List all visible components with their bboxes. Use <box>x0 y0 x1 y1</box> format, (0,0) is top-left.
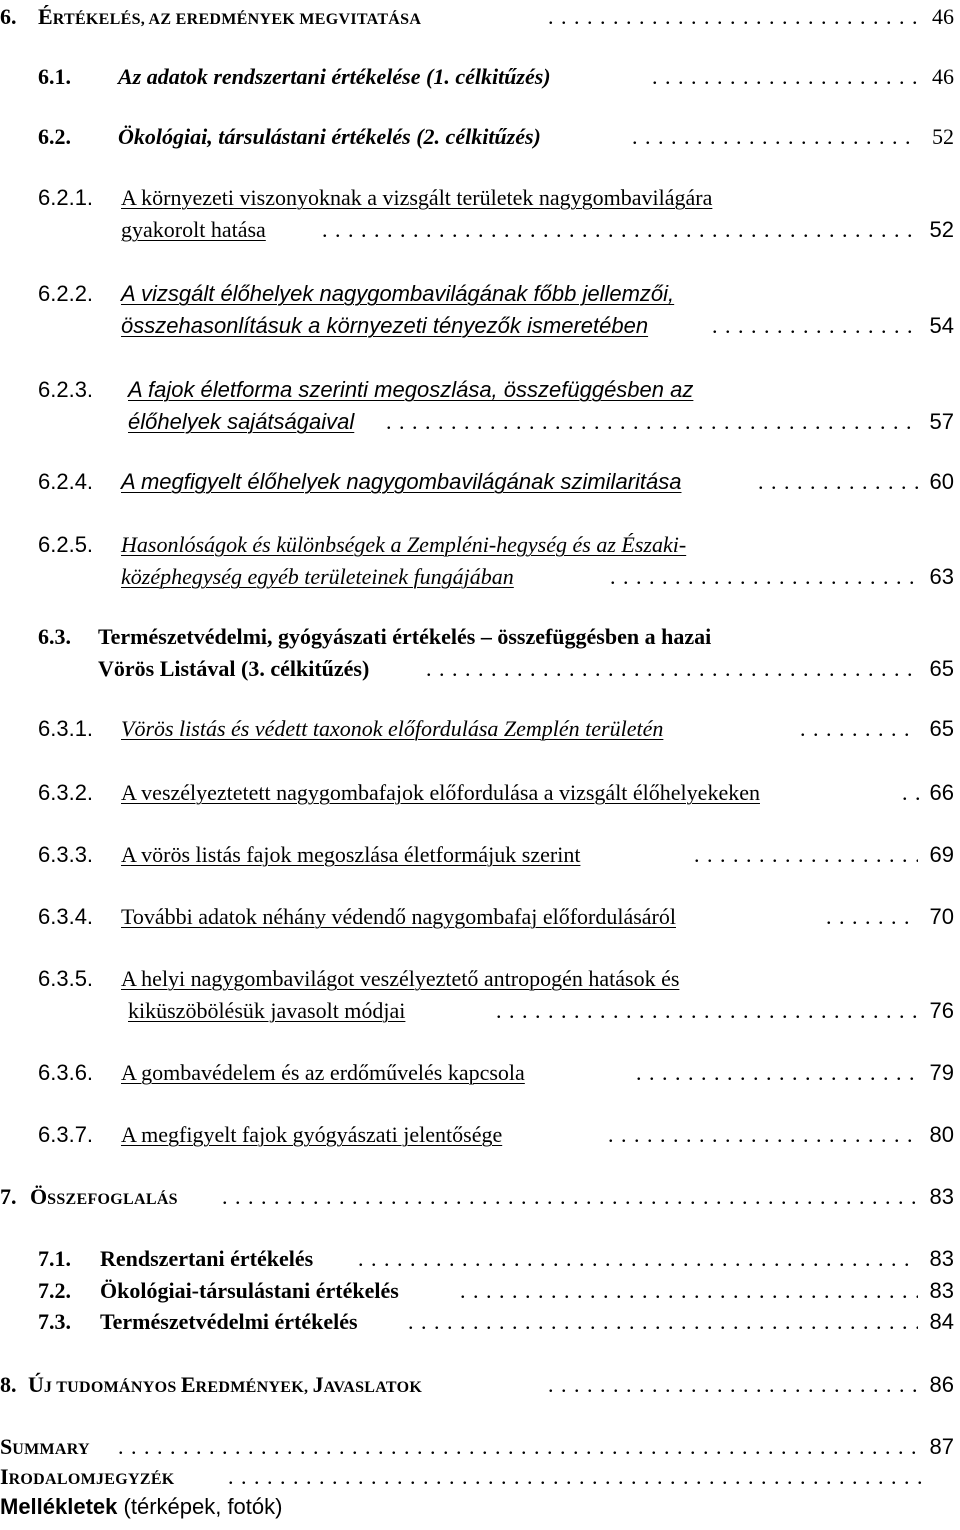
toc-entry-6-3-5-line1[interactable] <box>0 966 960 1002</box>
toc-page: 84 <box>929 1309 954 1334</box>
toc-number: 6.2.3. <box>38 377 94 402</box>
dot-leader <box>826 904 918 930</box>
toc-page: 86 <box>929 1372 954 1397</box>
toc-entry-ch7[interactable] <box>0 1184 960 1220</box>
toc-page: 46 <box>932 64 954 89</box>
toc-page: 65 <box>929 716 954 741</box>
toc-title: Természetvédelmi értékelés <box>100 1309 358 1334</box>
toc-page: 54 <box>929 313 954 338</box>
toc-number: 6.2.4. <box>38 469 94 494</box>
toc-entry-6-3-3[interactable] <box>0 842 960 878</box>
toc-page: 83 <box>929 1184 954 1209</box>
toc-entry-6-2-2-line2[interactable] <box>0 313 960 349</box>
toc-number: 6. <box>0 4 17 29</box>
toc-title: A megfigyelt élőhelyek nagygombavilágának szimilaritása <box>121 469 682 494</box>
toc-title: SUMMARY <box>0 1434 90 1459</box>
dot-leader <box>118 1434 918 1460</box>
dot-leader <box>548 4 918 30</box>
dot-leader <box>386 409 918 435</box>
toc-page: 79 <box>929 1060 954 1085</box>
toc-entry-7-3[interactable] <box>0 1309 960 1345</box>
toc-number: 6.3.1. <box>38 716 94 741</box>
toc-title: gyakorolt hatása <box>121 217 266 242</box>
toc-entry-6-2-1-line1[interactable] <box>0 185 960 221</box>
toc-entry-6-2[interactable] <box>0 124 960 160</box>
toc-page: 63 <box>929 564 954 589</box>
toc-entry-6-3-1[interactable] <box>0 716 960 752</box>
toc-number: 6.3.3. <box>38 842 94 867</box>
toc-title: Vörös listás és védett taxonok előfordulása Zemplén területén <box>121 716 664 741</box>
toc-page: 52 <box>929 217 954 242</box>
dot-leader <box>460 1278 918 1304</box>
toc-page: 70 <box>929 904 954 929</box>
toc-number: 6.1. <box>38 64 71 89</box>
toc-entry-6-2-2-line1[interactable] <box>0 281 960 317</box>
toc-entry-6-2-1-line2[interactable] <box>0 217 960 253</box>
toc-entry-6-2-4[interactable] <box>0 469 960 505</box>
toc-title: Rendszertani értékelés <box>100 1246 314 1271</box>
toc-title: A gombavédelem és az erdőművelés kapcsola <box>121 1060 525 1085</box>
toc-entry-6-3-2[interactable] <box>0 780 960 816</box>
toc-number: 6.3.5. <box>38 966 94 991</box>
dot-leader <box>426 656 918 682</box>
toc-title: ÉRTÉKELÉS, AZ EREDMÉNYEK MEGVITATÁSA <box>38 4 422 29</box>
toc-title: A megfigyelt fajok gyógyászati jelentősége <box>121 1122 503 1147</box>
toc-number: 6.3.2. <box>38 780 94 805</box>
toc-number: 6.2.5. <box>38 532 94 557</box>
toc-title: A fajok életforma szerinti megoszlása, összefüggésben az <box>128 377 694 402</box>
toc-title: Ökológiai, társulástani értékelés (2. célkitűzés) <box>118 124 541 149</box>
toc-title: Mellékletek (térképek, fotók) <box>0 1494 283 1519</box>
toc-entry-ch6[interactable] <box>0 4 960 40</box>
toc-title: kiküszöbölésük javasolt módjai <box>128 998 406 1023</box>
toc-title: A vörös listás fajok megoszlása életformájuk szerint <box>121 842 581 867</box>
toc-number: 6.3.4. <box>38 904 94 929</box>
dot-leader <box>712 313 918 339</box>
toc-page: 57 <box>929 409 954 434</box>
toc-number: 6.2. <box>38 124 71 149</box>
toc-number: 6.2.2. <box>38 281 94 306</box>
toc-page: 65 <box>929 656 954 681</box>
toc-page: 83 <box>929 1246 954 1271</box>
toc-number: 7.2. <box>38 1278 71 1303</box>
toc-entry-6-1[interactable] <box>0 64 960 100</box>
dot-leader <box>228 1464 928 1490</box>
toc-title: ÖSSZEFOGLALÁS <box>30 1184 178 1209</box>
toc-number: 8. <box>0 1372 17 1397</box>
toc-number: 7.3. <box>38 1309 71 1334</box>
toc-title: IRODALOMJEGYZÉK <box>0 1464 175 1489</box>
dot-leader <box>902 780 924 806</box>
toc-title: élőhelyek sajátságaival <box>128 409 355 434</box>
toc-page: 83 <box>929 1278 954 1303</box>
toc-title: összehasonlításuk a környezeti tényezők ismeretében <box>121 313 649 338</box>
toc-page: 69 <box>929 842 954 867</box>
dot-leader <box>548 1372 918 1398</box>
dot-leader <box>608 1122 918 1148</box>
toc-entry-6-3-4[interactable] <box>0 904 960 940</box>
toc-page: 46 <box>932 4 954 29</box>
dot-leader <box>652 64 918 90</box>
toc-title: Hasonlóságok és különbségek a Zempléni-hegység és az Északi- <box>121 532 687 557</box>
toc-page: 52 <box>932 124 954 149</box>
toc-number: 7.1. <box>38 1246 71 1271</box>
dot-leader <box>496 998 918 1024</box>
toc-page: 66 <box>929 780 954 805</box>
toc-page: 60 <box>929 469 954 494</box>
toc-entry-6-2-3-line2[interactable] <box>0 409 960 445</box>
dot-leader <box>758 469 918 495</box>
toc-entry-6-2-5-line1[interactable] <box>0 532 960 568</box>
toc-title: A vizsgált élőhelyek nagygombavilágának főbb jellemzői, <box>121 281 675 306</box>
dot-leader <box>358 1246 918 1272</box>
toc-title: ÚJ TUDOMÁNYOS EREDMÉNYEK, JAVASLATOK <box>28 1372 423 1397</box>
toc-entry-7-1[interactable] <box>0 1246 960 1282</box>
toc-entry-6-3-5-line2[interactable] <box>0 998 960 1034</box>
dot-leader <box>610 564 918 590</box>
dot-leader <box>222 1184 918 1210</box>
dot-leader <box>636 1060 918 1086</box>
toc-number: 7. <box>0 1184 17 1209</box>
dot-leader <box>800 716 918 742</box>
toc-title: Természetvédelmi, gyógyászati értékelés – összefüggésben a hazai <box>98 624 712 649</box>
toc-title: A veszélyeztetett nagygombafajok előfordulása a vizsgált élőhelyekeken <box>121 780 760 805</box>
toc-title: középhegység egyéb területeinek fungájában <box>121 564 514 589</box>
dot-leader <box>322 217 918 243</box>
toc-number: 6.3.7. <box>38 1122 94 1147</box>
toc-entry-6-3-line2[interactable] <box>0 656 960 692</box>
toc-number: 6.3. <box>38 624 71 649</box>
dot-leader <box>632 124 918 150</box>
toc-entry-ch8[interactable] <box>0 1372 960 1408</box>
toc-page: 87 <box>929 1434 954 1459</box>
toc-number: 6.3.6. <box>38 1060 94 1085</box>
toc-entry-6-2-5-line2[interactable] <box>0 564 960 600</box>
dot-leader <box>694 842 918 868</box>
toc-title: A helyi nagygombavilágot veszélyeztető antropogén hatások és <box>121 966 680 991</box>
toc-entry-6-3-line1[interactable] <box>0 624 960 660</box>
toc-entry-6-3-6[interactable] <box>0 1060 960 1096</box>
toc-page: 80 <box>929 1122 954 1147</box>
toc-entry-6-2-3-line1[interactable] <box>0 377 960 413</box>
toc-entry-mellekletek[interactable] <box>0 1494 960 1530</box>
toc-title: A környezeti viszonyoknak a vizsgált területek nagygombavilágára <box>121 185 713 210</box>
dot-leader <box>408 1309 918 1335</box>
toc-title: Az adatok rendszertani értékelése (1. célkitűzés) <box>118 64 551 89</box>
toc-title: Vörös Listával (3. célkitűzés) <box>98 656 370 681</box>
toc-title: További adatok néhány védendő nagygombafaj előfordulásáról <box>121 904 676 929</box>
toc-number: 6.2.1. <box>38 185 94 210</box>
toc-title: Ökológiai-társulástani értékelés <box>100 1278 399 1303</box>
toc-page: 76 <box>929 998 954 1023</box>
toc-entry-6-3-7[interactable] <box>0 1122 960 1158</box>
